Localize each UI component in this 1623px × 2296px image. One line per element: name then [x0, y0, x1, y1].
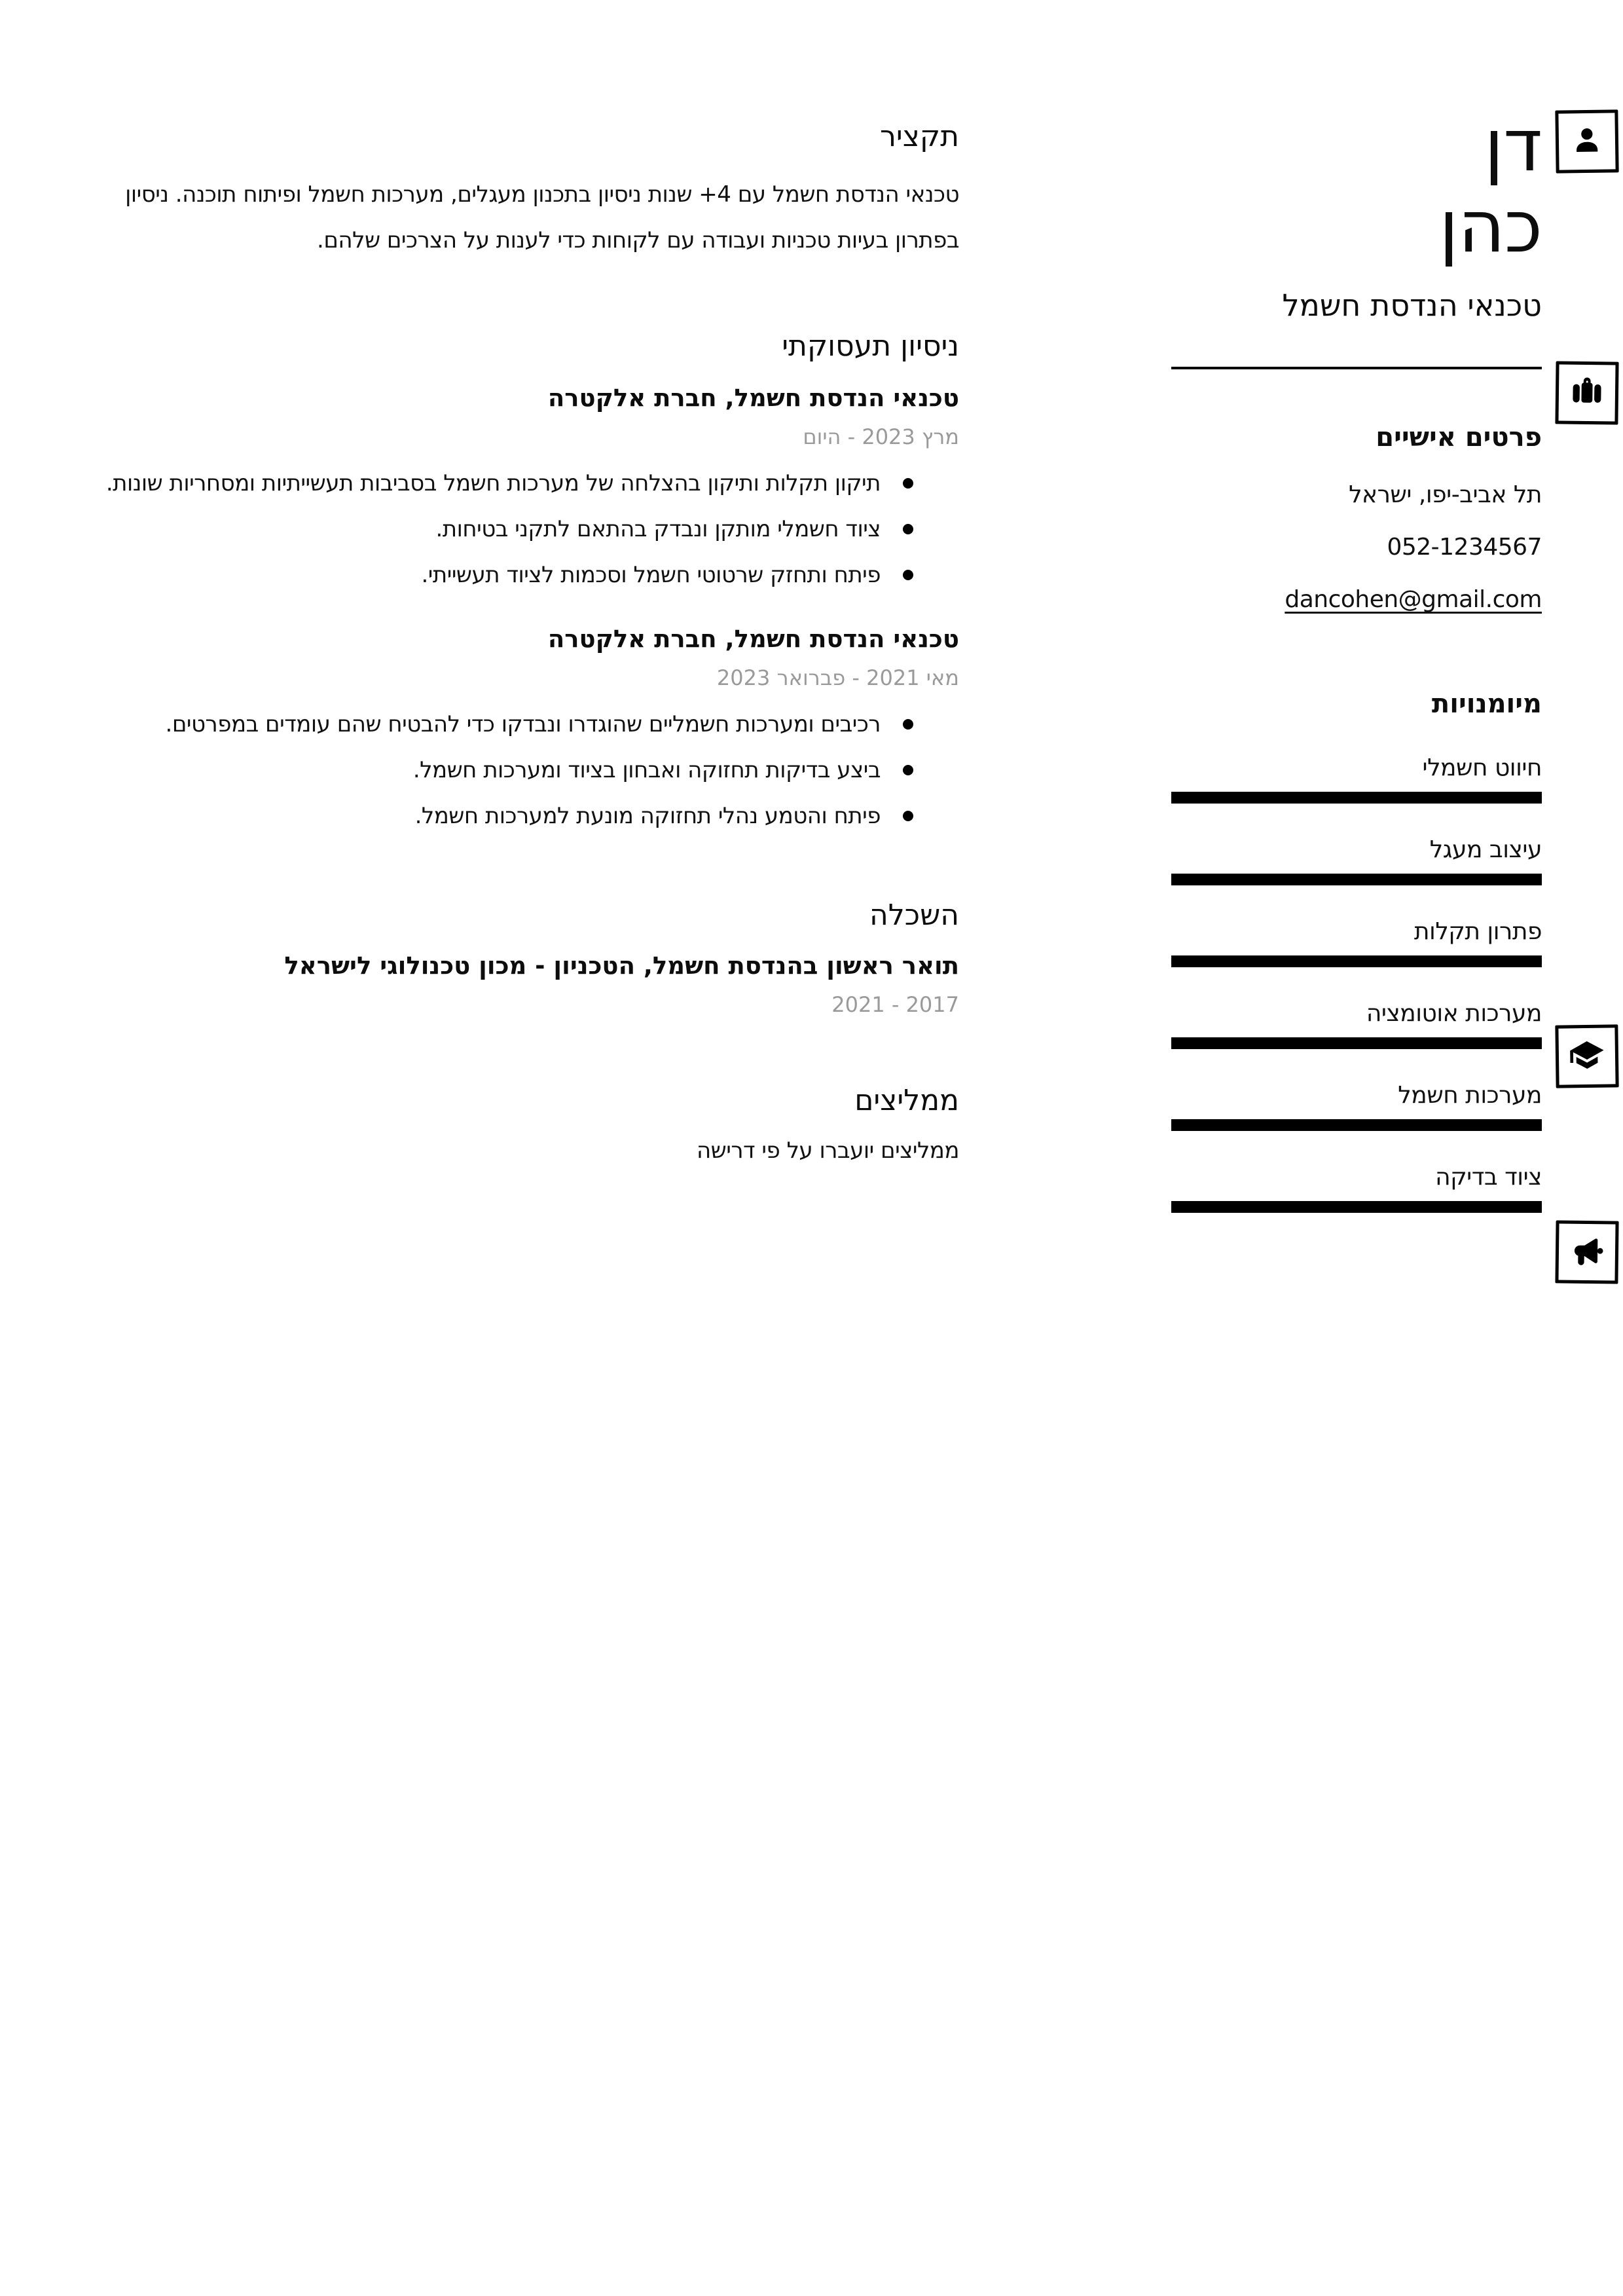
email-link[interactable]: dancohen@gmail.com: [1285, 586, 1542, 613]
job-dates: מרץ 2023 - היום: [803, 424, 959, 449]
references-text: ממליצים יועברו על פי דרישה: [696, 1138, 959, 1164]
first-name: דן: [1484, 103, 1542, 187]
sidebar: [1171, 0, 1542, 1245]
job-dates: מאי 2021 - פברואר 2023: [716, 665, 959, 690]
job-bullet: תיקון תקלות ותיקון בהצלחה של מערכות חשמל בסביבות תעשייתיות ומסחריות שונות.: [71, 460, 959, 506]
skill-label: עיצוב מעגל: [1429, 836, 1542, 863]
skills-list: [1171, 754, 1542, 1213]
person-icon: [1569, 122, 1606, 162]
last-name: כהן: [1438, 185, 1542, 268]
skill-item: [1171, 917, 1542, 967]
job-bullet: פיתח ותחזק שרטוטי חשמל וסכמות לציוד תעשייתי.: [71, 552, 959, 598]
experience-section-marker: [1555, 361, 1618, 424]
job-bullet: רכיבים ומערכות חשמליים שהוגדרו ונבדקו כדי להבטיח שהם עומדים במפרטים.: [71, 701, 959, 747]
references-heading: ממליצים: [854, 1084, 959, 1117]
skill-label: מערכות אוטומציה: [1366, 1000, 1542, 1027]
skill-item: [1171, 999, 1542, 1049]
skill-bar: [1171, 792, 1542, 804]
experience-entry: [71, 624, 959, 839]
skill-bar: [1171, 1037, 1542, 1049]
skill-bar: [1171, 874, 1542, 885]
skill-label: ציוד בדיקה: [1435, 1164, 1542, 1191]
skill-bar-fill: [1171, 1037, 1542, 1049]
skill-item: [1171, 754, 1542, 804]
skill-bar: [1171, 1201, 1542, 1213]
location-text: תל אביב-יפו, ישראל: [1349, 481, 1542, 508]
candidate-name: [1171, 105, 1542, 267]
summary-section-marker: [1555, 109, 1618, 173]
job-title: טכנאי הנדסת חשמל, חברת אלקטרה: [547, 384, 959, 412]
sidebar-divider: [1171, 367, 1542, 369]
job-bullet: ביצע בדיקות תחזוקה ואבחון בציוד ומערכות חשמל.: [71, 747, 959, 793]
skill-label: פתרון תקלות: [1413, 918, 1542, 945]
job-bullets: [71, 460, 959, 598]
education-entry: [71, 951, 959, 1018]
candidate-job-title: טכנאי הנדסת חשמל: [1282, 287, 1542, 323]
skill-bar: [1171, 955, 1542, 967]
job-bullet: ציוד חשמלי מותקן ונבדק בהתאם לתקני בטיחות.: [71, 506, 959, 552]
skill-item: [1171, 836, 1542, 885]
skill-label: חיווט חשמלי: [1422, 754, 1542, 781]
job-bullets: [71, 701, 959, 839]
job-title: טכנאי הנדסת חשמל, חברת אלקטרה: [547, 625, 959, 653]
degree-title: תואר ראשון בהנדסת חשמל, הטכניון - מכון טכנולוגי לישראל: [284, 952, 959, 980]
summary-text: טכנאי הנדסת חשמל עם 4+ שנות ניסיון בתכנון מעגלים, מערכות חשמל ופיתוח תוכנה. ניסיון בפתרון בעיות טכניות ועבודה עם לקוחות כדי לענות על הצרכים שלהם.: [125, 181, 959, 253]
personal-details-heading: פרטים אישיים: [1376, 422, 1542, 453]
skill-label: מערכות חשמל: [1398, 1082, 1542, 1109]
education-dates: 2017 - 2021: [831, 992, 959, 1017]
references-section-marker: [1555, 1220, 1618, 1284]
skill-bar: [1171, 1119, 1542, 1131]
phone-text: 052-1234567: [1387, 534, 1542, 561]
skill-bar-fill: [1171, 1201, 1542, 1213]
experience-entry: [71, 383, 959, 598]
skill-bar-fill: [1171, 792, 1542, 804]
education-heading: השכלה: [869, 898, 959, 932]
main-content: [71, 0, 959, 1169]
experience-heading: ניסיון תעסוקתי: [782, 329, 959, 363]
skill-item: [1171, 1163, 1542, 1213]
skill-bar-fill: [1171, 1119, 1542, 1131]
megaphone-icon: [1569, 1232, 1606, 1272]
skill-bar-fill: [1171, 874, 1542, 885]
skill-item: [1171, 1081, 1542, 1131]
briefcase-icon: [1569, 373, 1606, 413]
education-section-marker: [1555, 1024, 1618, 1088]
skills-heading: מיומנויות: [1431, 689, 1542, 719]
section-icon-rail: [1551, 0, 1623, 2296]
graduation-cap-icon: [1569, 1037, 1606, 1077]
job-bullet: פיתח והטמע נהלי תחזוקה מונעת למערכות חשמל.: [71, 793, 959, 839]
skill-bar-fill: [1171, 955, 1542, 967]
summary-heading: תקציר: [880, 120, 959, 153]
contact-block: [1171, 469, 1542, 626]
